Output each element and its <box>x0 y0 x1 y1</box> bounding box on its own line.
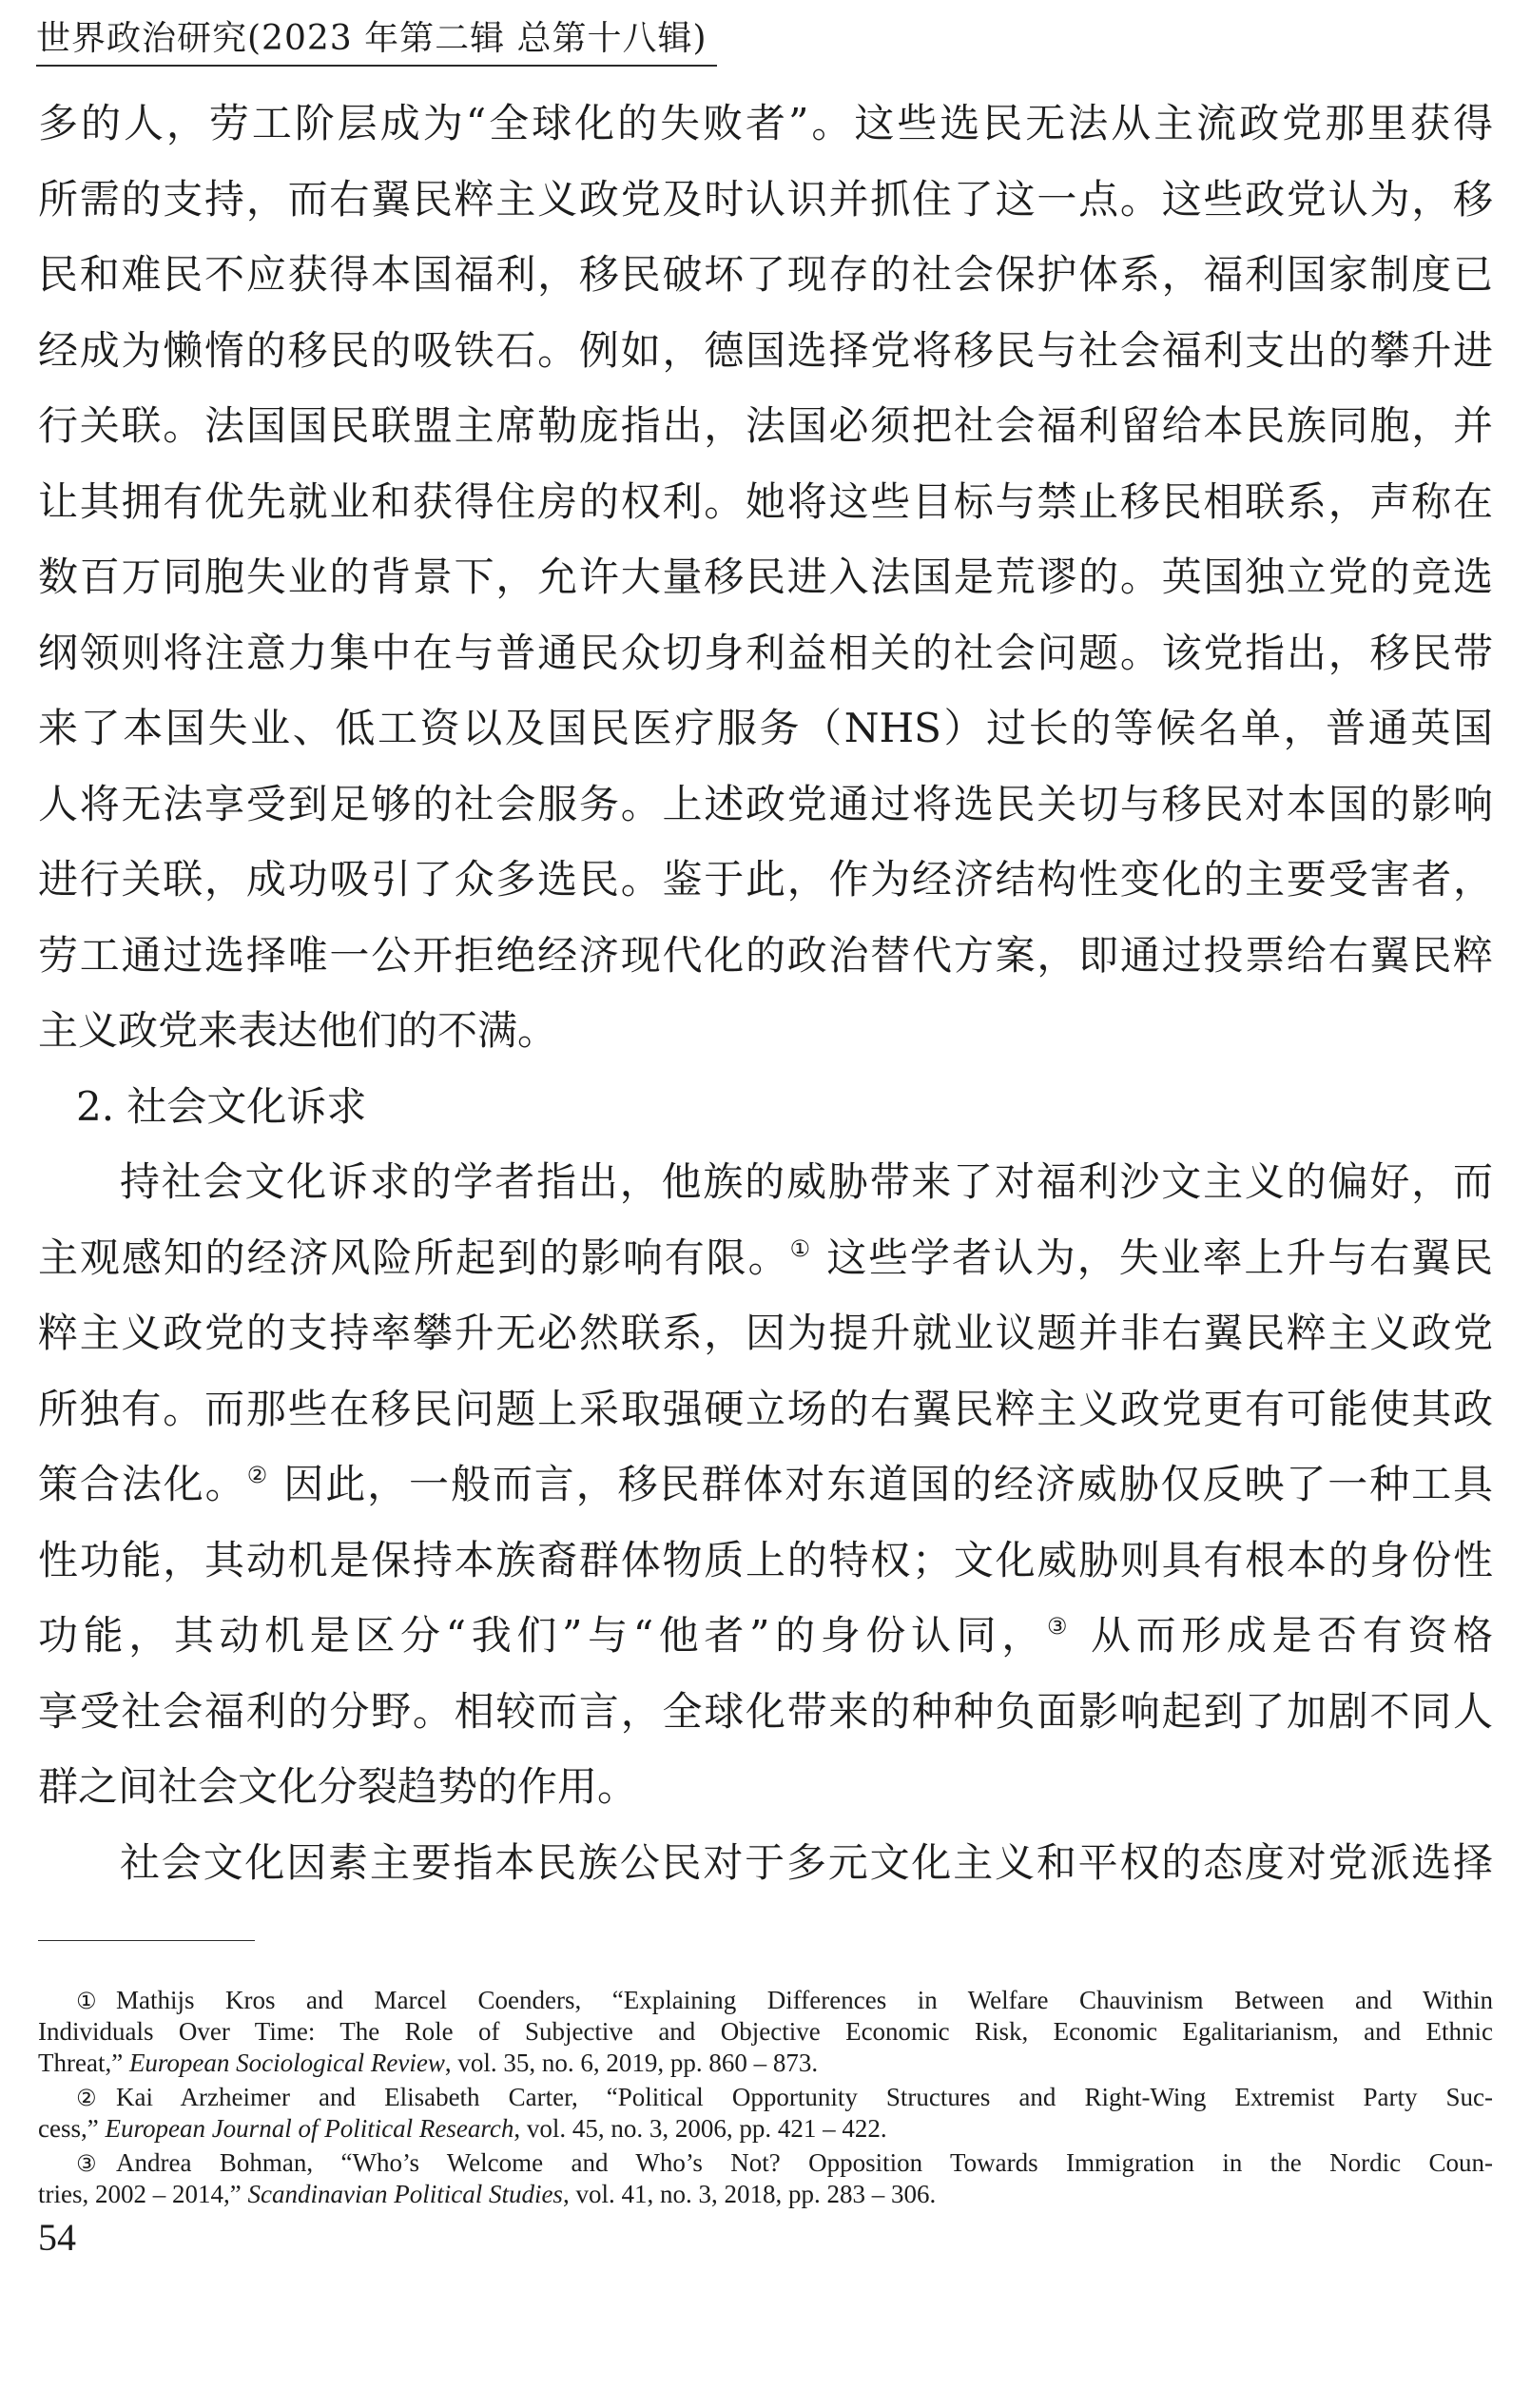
line-text: 功能，其动机是区分“我们”与“他者”的身份认同， <box>38 1612 1047 1659</box>
footnote-marker: ③ <box>76 2150 97 2177</box>
body-line: 民和难民不应获得本国福利，移民破坏了现存的社会保护体系，福利国家制度已 <box>38 251 1493 298</box>
body-line: 纲领则将注意力集中在与普通民众切身利益相关的社会问题。该党指出，移民带 <box>38 629 1493 676</box>
footnote-ref: ② <box>246 1462 270 1488</box>
body-line: 数百万同胞失业的背景下，允许大量移民进入法国是荒谬的。英国独立党的竞选 <box>38 553 1493 600</box>
footnote-line: Individuals Over Time: The Role of Subjective and Objective Economic Risk, Economic Egalitarianism, and Ethnic <box>38 2017 1493 2046</box>
footnote-text: , vol. 35, no. 6, 2019, pp. 860 – 873. <box>444 2049 819 2077</box>
footnote-line <box>38 2113 1493 2145</box>
footnote-line <box>38 2179 1493 2210</box>
footnote-line <box>38 2147 1493 2179</box>
body-line <box>38 1598 1493 1674</box>
paragraph-2 <box>38 1144 1493 1825</box>
body-line <box>38 1220 1493 1296</box>
footnote-line <box>38 1985 1493 2016</box>
line-text: 策合法化。 <box>38 1461 247 1507</box>
footnote-ref: ③ <box>1046 1613 1074 1640</box>
body-text <box>38 86 1493 1900</box>
body-line <box>38 1447 1493 1523</box>
paragraph-3 <box>38 1825 1493 1901</box>
running-head: 世界政治研究(2023 年第二辑 总第十八辑) <box>36 17 717 67</box>
footnote-3 <box>38 2147 1493 2210</box>
footnote-text: , vol. 41, no. 3, 2018, pp. 283 – 306. <box>562 2180 937 2208</box>
footnotes <box>38 1985 1493 2210</box>
body-line: 经成为懒惰的移民的吸铁石。例如，德国选择党将移民与社会福利支出的攀升进 <box>38 326 1493 374</box>
footnote-2 <box>38 2082 1493 2145</box>
line-text: 从而形成是否有资格 <box>1073 1612 1494 1659</box>
journal-title: European Journal of Political Research <box>105 2114 514 2143</box>
body-line: 所独有。而那些在移民问题上采取强硬立场的右翼民粹主义政党更有可能使其政 <box>38 1385 1493 1432</box>
body-line: 行关联。法国国民联盟主席勒庞指出，法国必须把社会福利留给本民族同胞，并 <box>38 402 1493 449</box>
body-line: 持社会文化诉求的学者指出，他族的威胁带来了对福利沙文主义的偏好，而 <box>120 1158 1493 1205</box>
body-line: 来了本国失业、低工资以及国民医疗服务（NHS）过长的等候名单，普通英国 <box>38 705 1493 751</box>
body-line: 多的人，劳工阶层成为“全球化的失败者”。这些选民无法从主流政党那里获得 <box>38 100 1493 146</box>
footnote-rule <box>38 1940 255 1941</box>
footnote-text: Threat,” <box>38 2049 129 2077</box>
body-line: 所需的支持，而右翼民粹主义政党及时认识并抓住了这一点。这些政党认为，移 <box>38 175 1493 223</box>
line-text: 主观感知的经济风险所起到的影响有限。 <box>38 1233 790 1281</box>
body-line: 主义政党来表达他们的不满。 <box>38 1007 558 1054</box>
line-text: 这些学者认为，失业率上升与右翼民 <box>811 1233 1493 1281</box>
footnote-text: tries, 2002 – 2014,” <box>38 2180 248 2208</box>
footnote-ref: ① <box>789 1234 812 1262</box>
journal-title: European Sociological Review <box>128 2049 445 2077</box>
footnote-line <box>38 2082 1493 2113</box>
journal-title: Scandinavian Political Studies <box>247 2180 563 2208</box>
footnote-text: Andrea Bohman, “Who’s Welcome and Who’s Not? Opposition Towards Immigration in the Nordic Coun- <box>116 2148 1493 2177</box>
body-line: 享受社会福利的分野。相较而言，全球化带来的种种负面影响起到了加剧不同人 <box>38 1687 1493 1735</box>
footnote-marker: ① <box>76 1988 97 2014</box>
page-number: 54 <box>38 2216 76 2259</box>
footnote-line <box>38 2048 1493 2079</box>
footnote-text: , vol. 45, no. 3, 2006, pp. 421 – 422. <box>514 2114 887 2143</box>
body-line: 进行关联，成功吸引了众多选民。鉴于此，作为经济结构性变化的主要受害者， <box>38 856 1493 903</box>
body-line: 粹主义政党的支持率攀升无必然联系，因为提升就业议题并非右翼民粹主义政党 <box>38 1310 1493 1356</box>
line-text: 因此，一般而言，移民群体对东道国的经济威胁仅反映了一种工具 <box>269 1461 1493 1507</box>
footnote-text: Mathijs Kros and Marcel Coenders, “Explaining Differences in Welfare Chauvinism Between and Within <box>116 1986 1493 2014</box>
body-line: 劳工通过选择唯一公开拒绝经济现代化的政治替代方案，即通过投票给右翼民粹 <box>38 931 1493 979</box>
body-line: 人将无法享受到足够的社会服务。上述政党通过将选民关切与移民对本国的影响 <box>38 780 1493 827</box>
footnote-text: Kai Arzheimer and Elisabeth Carter, “Political Opportunity Structures and Right-Wing Extremist Party Suc- <box>116 2083 1493 2111</box>
section-heading: 2. 社会文化诉求 <box>76 1082 367 1130</box>
body-line: 让其拥有优先就业和获得住房的权利。她将这些目标与禁止移民相联系，声称在 <box>38 477 1493 525</box>
body-line: 性功能，其动机是保持本族裔群体物质上的特权；文化威胁则具有根本的身份性 <box>38 1536 1493 1583</box>
footnote-marker: ② <box>76 2085 97 2111</box>
body-line: 群之间社会文化分裂趋势的作用。 <box>38 1763 638 1810</box>
footnote-1 <box>38 1985 1493 2079</box>
body-line: 社会文化因素主要指本民族公民对于多元文化主义和平权的态度对党派选择 <box>120 1838 1493 1886</box>
paragraph-1 <box>38 86 1493 1069</box>
footnote-text: cess,” <box>38 2114 106 2143</box>
